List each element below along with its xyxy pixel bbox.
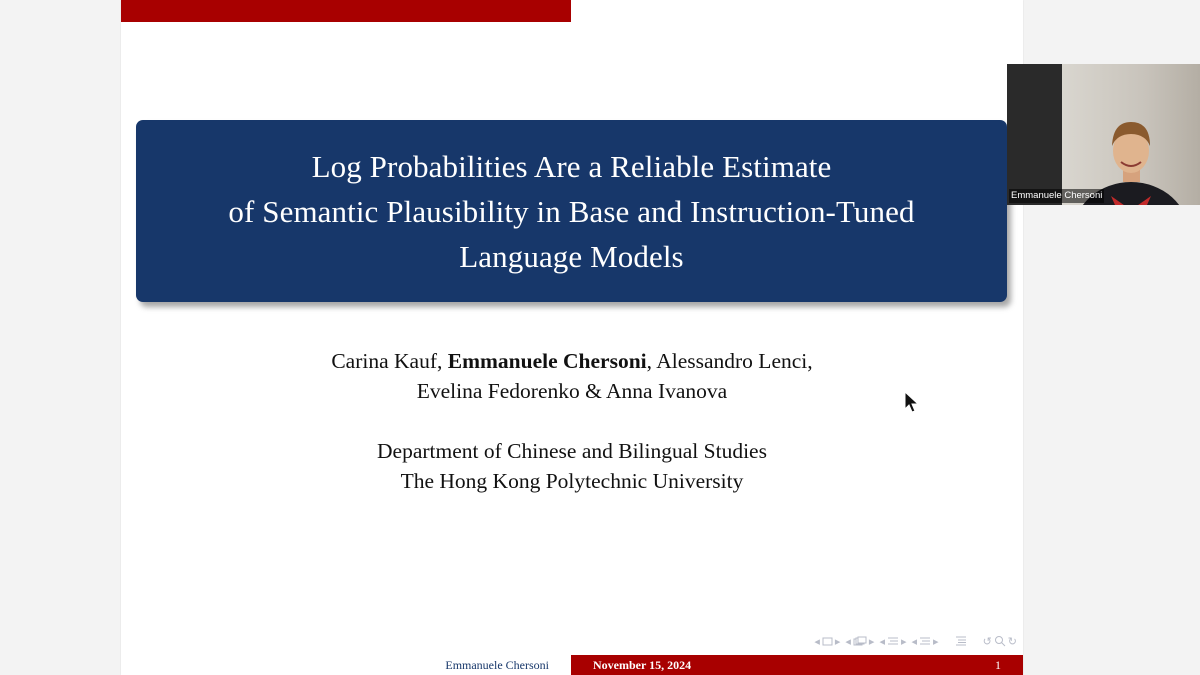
affiliation-line-2: The Hong Kong Polytechnic University <box>400 469 744 493</box>
page-next-icon[interactable]: ▸ <box>933 634 939 648</box>
page-icon[interactable] <box>919 636 931 646</box>
search-nav <box>983 635 1017 648</box>
title-line-1: Log Probabilities Are a Reliable Estimate <box>311 148 832 184</box>
mouse-cursor-icon <box>904 391 920 415</box>
authors-block <box>121 346 1023 406</box>
authors-line-2: Evelina Fedorenko & Anna Ivanova <box>416 379 728 403</box>
subsection-prev-icon[interactable]: ◂ <box>845 634 851 648</box>
title-line-3: Language Models <box>459 238 684 274</box>
section-prev-icon[interactable]: ◂ <box>879 634 885 648</box>
footer-page-number: 1 <box>995 657 1001 672</box>
search-icon[interactable] <box>994 635 1006 647</box>
author-lenci: , Alessandro Lenci, <box>646 349 813 373</box>
page-nav <box>912 635 939 648</box>
footer-date: November 15, 2024 <box>593 657 692 672</box>
frame-next-icon[interactable]: ▸ <box>834 634 841 648</box>
footer-date-bar <box>571 655 1023 675</box>
frame-icon[interactable] <box>822 637 833 646</box>
subsection-next-icon[interactable]: ▸ <box>868 634 875 648</box>
footer-author: Emmanuele Chersoni <box>121 655 571 675</box>
presentation-slide <box>121 0 1023 675</box>
author-chersoni: Emmanuele Chersoni <box>447 349 647 373</box>
title-box <box>136 120 1007 302</box>
affiliation-block <box>121 436 1023 496</box>
slide-header-bar <box>121 0 571 22</box>
slide-title <box>228 144 914 279</box>
subsection-nav <box>845 635 874 648</box>
frame-prev-icon[interactable]: ◂ <box>814 634 820 648</box>
participant-video-icon <box>1007 64 1200 205</box>
back-icon[interactable]: ↺ <box>982 634 992 648</box>
participant-video-tile[interactable] <box>1007 64 1200 205</box>
section-next-icon[interactable]: ▸ <box>900 634 907 648</box>
frame-nav <box>814 635 840 648</box>
page-prev-icon[interactable]: ◂ <box>911 634 918 648</box>
toc-icon[interactable] <box>955 636 967 646</box>
affiliation-line-1: Department of Chinese and Bilingual Studies <box>377 439 767 463</box>
subsection-icon[interactable] <box>853 636 867 646</box>
section-nav <box>879 635 906 648</box>
slide-footer <box>121 655 1023 675</box>
participant-name: Emmanuele Chersoni <box>1011 190 1103 201</box>
beamer-navigation <box>814 633 1017 649</box>
authors-line-1 <box>121 346 1023 376</box>
forward-icon[interactable]: ↻ <box>1007 634 1017 648</box>
section-icon[interactable] <box>887 636 899 646</box>
title-line-2: of Semantic Plausibility in Base and Instruction-Tuned <box>228 193 915 229</box>
author-kauf: Carina Kauf, <box>331 349 448 373</box>
